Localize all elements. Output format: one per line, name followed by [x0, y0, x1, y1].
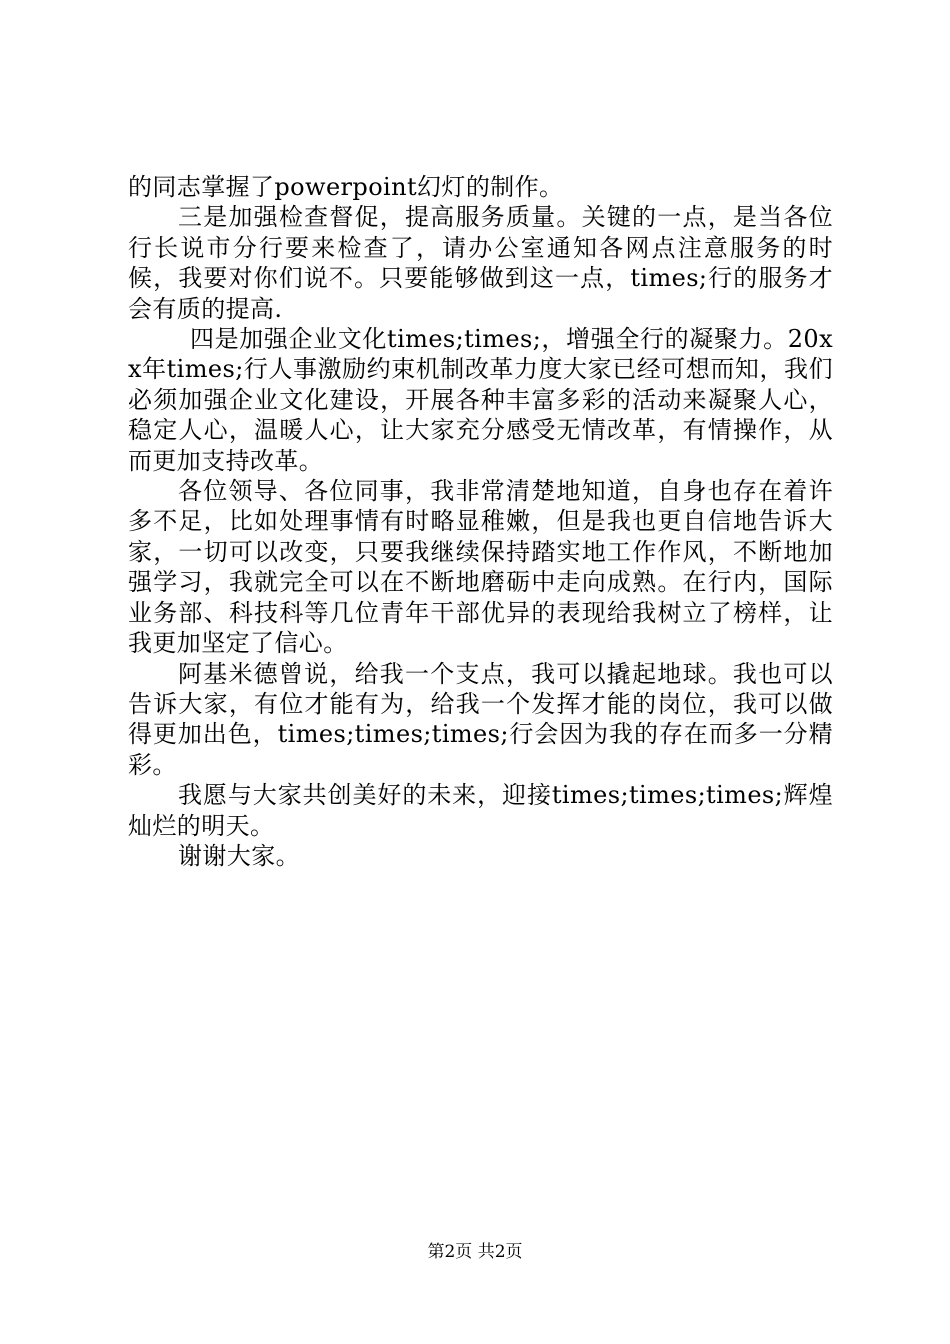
- paragraph-corporate-culture: 四是加强企业文化times;times;，增强全行的凝聚力。20xx年times;行人事激励约束机制改革力度大家已经可想而知，我们必须加强企业文化建设，开展各种丰富多彩的活动来凝聚人心，稳定人心，温暖人心，让大家充分感受无情改革，有情操作，从而更加支持改革。: [128, 325, 833, 475]
- paragraph-thanks: 谢谢大家。: [178, 841, 300, 870]
- paragraph-self-assessment: 各位领导、各位同事，我非常清楚地知道，自身也存在着许多不足，比如处理事情有时略显稚嫩，但是我也更自信地告诉大家，一切可以改变，只要我继续保持踏实地工作作风，不断地加强学习，我就完全可以在不断地磨砺中走向成熟。在行内，国际业务部、科技科等几位青年干部优异的表现给我树立了榜样，让我更加坚定了信心。: [128, 477, 833, 658]
- page-footer: [0, 1240, 950, 1264]
- page-number-label: 第2页 共2页: [427, 1242, 523, 1262]
- paragraph-continuation: 的同志掌握了powerpoint幻灯的制作。: [128, 173, 564, 201]
- paragraph-service-quality: 三是加强检查督促，提高服务质量。关键的一点，是当各位行长说市分行要来检查了，请办公室通知各网点注意服务的时候，我要对你们说不。只要能够做到这一点，times;行的服务才会有质的提高.: [128, 203, 833, 323]
- paragraph-archimedes: 阿基米德曾说，给我一个支点，我可以撬起地球。我也可以告诉大家，有位才能有为，给我一个发挥才能的岗位，我可以做得更加出色，times;times;times;行会因为我的存在而多一分精彩。: [128, 659, 833, 779]
- paragraph-future: 我愿与大家共创美好的未来，迎接times;times;times;辉煌灿烂的明天。: [128, 781, 833, 840]
- document-body: [128, 172, 833, 871]
